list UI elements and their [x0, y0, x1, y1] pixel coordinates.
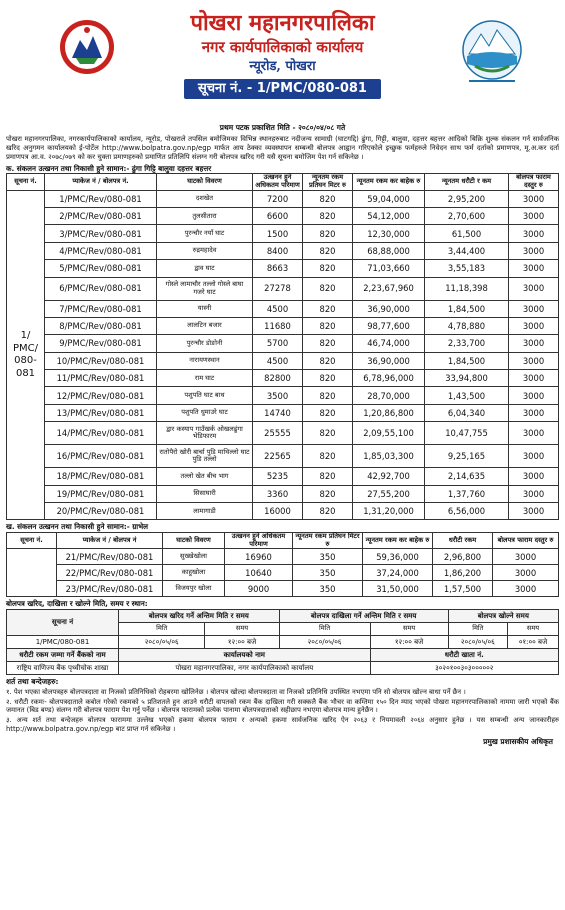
- col-header: न्यूनतम रकम प्रतिघन मिटर रु: [303, 174, 353, 190]
- table-cell: 820: [303, 422, 353, 445]
- table-cell: 11/PMC/Rev/080-081: [45, 370, 157, 387]
- table-row: [7, 468, 559, 485]
- col-header: बोलपत्र खरिद गर्ने अन्तिम मिति र समय: [119, 609, 280, 622]
- col-header: न्यूनतम रकम कर बाहेक रु: [363, 533, 433, 549]
- table-cell: 820: [303, 335, 353, 352]
- table-cell: 3360: [253, 485, 303, 502]
- table-cell: 820: [303, 468, 353, 485]
- table-cell: पशुपति घाट बाथ: [157, 387, 253, 404]
- table-row: [7, 370, 559, 387]
- table-cell: 3000: [509, 485, 559, 502]
- sub-header: मिति: [119, 622, 205, 635]
- intro-paragraph: पोखरा महानगरपालिका, नगरकार्यपालिकाको कार्यालय, न्यूरोड, पोखराले तपसिल बमोजिमका विभिन्न स्थानहरुबाट नदीजन्य सामाग्री (घाटगद्दि) ढुंगा, गिट्टी, बालुवा, दहत्तर बहत्तर आदिको बिक्रि शुल्क संकलन गर्न सार्वजनिक खरिद अनुगमन कार्यालयको ई-पोर्टेल http://www.bolpatra.gov.np/egp मार्फत आय ठेक्का व्यवस्थापन सम्बन्धी बोलपत्र आह्वान गरिएकोले इच्छुक फर्महरुले निवेदन साथ फर्म दर्ताको प्रमाणपत्र, मू.अ.कर दर्ता प्रमाणपत्र आ.व. २०७८/०७९ को कर चुक्ता प्रमाणहरुको प्रमाणित प्रतिलिपि संलग्न गरी बोलपत्र खरिद गरी यसै सूचना बमोजिम पेश गर्न सकिनेछ ।: [6, 134, 559, 161]
- table-cell: 3000: [509, 387, 559, 404]
- table-cell: 11680: [253, 317, 303, 334]
- table-cell: 1/PMC/080-081: [7, 635, 119, 648]
- table-cell: 6,04,340: [425, 404, 509, 421]
- table-cell: पशुपति धुमाउरे घाट: [157, 404, 253, 421]
- table-cell: 25555: [253, 422, 303, 445]
- org-title: पोखरा महानगरपालिका: [190, 10, 375, 36]
- table-cell: 19/PMC/Rev/080-081: [45, 485, 157, 502]
- table-cell: ३०२०१००३०३०००००२: [370, 661, 558, 674]
- table-cell: राष्ट्रिय वाणिज्य बैंक पृथ्वीचोक शाखा: [7, 661, 119, 674]
- col-header: बोलपत्र खोल्ने समय: [448, 609, 558, 622]
- table-cell: 20/PMC/Rev/080-081: [45, 503, 157, 520]
- table-cell: 31,50,000: [363, 581, 433, 597]
- table-cell: 9/PMC/Rev/080-081: [45, 335, 157, 352]
- table-header-row: [7, 609, 559, 622]
- table-cell: 820: [303, 300, 353, 317]
- notice-number: सूचना नं. - 1/PMC/080-081: [184, 79, 381, 99]
- table-cell: 3000: [509, 370, 559, 387]
- section-c-title: बोलपत्र खरिद, दाखिला र खोल्ने मिति, समय र स्थान:: [6, 599, 148, 609]
- table-cell: 1,84,500: [425, 352, 509, 369]
- table-cell: 5700: [253, 335, 303, 352]
- table-cell: 27,55,200: [353, 485, 425, 502]
- table-row: [7, 225, 559, 242]
- table-cell: 28,70,000: [353, 387, 425, 404]
- table-cell: 9,25,165: [425, 445, 509, 468]
- table-cell: 10640: [225, 565, 293, 581]
- table-cell: लामागाडी: [157, 503, 253, 520]
- col-header: कार्यालयको नाम: [119, 648, 371, 661]
- table-cell: 16000: [253, 503, 303, 520]
- table-cell: 13/PMC/Rev/080-081: [45, 404, 157, 421]
- signatory-title: प्रमुख प्रशासकीय अधिकृत: [483, 736, 553, 746]
- table-header-row: [7, 648, 559, 661]
- table-header-row: [7, 174, 559, 190]
- table-cell: 5/PMC/Rev/080-081: [45, 260, 157, 277]
- table-cell: 820: [303, 207, 353, 224]
- table-cell: 22565: [253, 445, 303, 468]
- sub-header: मिति: [279, 622, 370, 635]
- table-row: [7, 661, 559, 674]
- col-header: न्यूनतम रकम कर बाहेक रु: [353, 174, 425, 190]
- table-cell: 2,96,800: [433, 549, 493, 565]
- table-cell: २०८०/०५/०६: [119, 635, 205, 648]
- table-cell: 6/PMC/Rev/080-081: [45, 277, 157, 300]
- table-cell: 820: [303, 190, 353, 207]
- table-cell: सुख्खेखोला: [163, 549, 225, 565]
- table-row: [7, 260, 559, 277]
- col-header: धरौटी खाता नं.: [370, 648, 558, 661]
- table-cell: 3,55,183: [425, 260, 509, 277]
- col-header: प्याकेज नं / बोलपत्र नं.: [45, 174, 157, 190]
- table-cell: 10/PMC/Rev/080-081: [45, 352, 157, 369]
- table-cell: 23/PMC/Rev/080-081: [57, 581, 163, 597]
- table-row: [7, 317, 559, 334]
- table-cell: १२:०० बजे: [205, 635, 279, 648]
- table-cell: 3000: [509, 260, 559, 277]
- table-cell: 3/PMC/Rev/080-081: [45, 225, 157, 242]
- table-cell: 3000: [509, 352, 559, 369]
- table-cell: 2,95,200: [425, 190, 509, 207]
- table-cell: तुलसीतारा: [157, 207, 253, 224]
- col-header: प्याकेज नं / बोलपत्र नं: [57, 533, 163, 549]
- col-header: न्यूनतम रकम प्रतिघन मिटर रु: [293, 533, 363, 549]
- table-cell: 1/ PMC/ 080- 081: [7, 190, 45, 520]
- table-cell: 2,70,600: [425, 207, 509, 224]
- section-a-title: क. संकलन उत्खनन तथा निकासी हुने सामान:- ढुंगा गिट्टि बालुवा दहत्तर बहत्तर: [6, 163, 212, 173]
- table-cell: 820: [303, 404, 353, 421]
- table-cell: राम घाट: [157, 370, 253, 387]
- table-cell: 6,78,96,000: [353, 370, 425, 387]
- table-cell: द्वार कस्याप गाउँखर्क ओखलढुंगा भेडिफारम: [157, 422, 253, 445]
- col-header: सूचना नं.: [7, 533, 57, 549]
- table-cell: काहुखोला: [163, 565, 225, 581]
- table-cell: 3000: [509, 503, 559, 520]
- table-row: [7, 207, 559, 224]
- table-cell: पुरन्चौर डोङोनी: [157, 335, 253, 352]
- table-cell: 350: [293, 549, 363, 565]
- table-cell: 820: [303, 485, 353, 502]
- table-cell: 14/PMC/Rev/080-081: [45, 422, 157, 445]
- table-cell: [7, 549, 57, 597]
- table-cell: 82800: [253, 370, 303, 387]
- terms-list: [6, 688, 559, 734]
- table-cell: 1,86,200: [433, 565, 493, 581]
- table-cell: 2,23,67,960: [353, 277, 425, 300]
- table-cell: 820: [303, 242, 353, 259]
- table-cell: 5235: [253, 468, 303, 485]
- pokhara-metropolitan-logo-icon: [461, 20, 523, 86]
- schedule-table: [6, 609, 559, 675]
- table-cell: पुरन्चौर नयाँ घाट: [157, 225, 253, 242]
- table-cell: 820: [303, 260, 353, 277]
- table-cell: 3000: [509, 207, 559, 224]
- col-header: सूचना नं: [7, 609, 119, 635]
- table-cell: ०१:०० बजे: [508, 635, 559, 648]
- table-cell: 3000: [509, 335, 559, 352]
- table-cell: 1,37,760: [425, 485, 509, 502]
- table-cell: 820: [303, 277, 353, 300]
- col-header: सूचना नं.: [7, 174, 45, 190]
- table-cell: 820: [303, 225, 353, 242]
- table-cell: 14740: [253, 404, 303, 421]
- table-cell: 3500: [253, 387, 303, 404]
- table-cell: 4500: [253, 352, 303, 369]
- table-cell: २०८०/०५/०६: [448, 635, 507, 648]
- table-cell: 820: [303, 445, 353, 468]
- table-cell: 54,12,000: [353, 207, 425, 224]
- table-cell: 3000: [493, 565, 559, 581]
- table-cell: 350: [293, 565, 363, 581]
- table-cell: 3000: [509, 300, 559, 317]
- table-row: [7, 190, 559, 207]
- table-cell: 16/PMC/Rev/080-081: [45, 445, 157, 468]
- section-b-table: [6, 532, 559, 597]
- table-cell: 1,57,500: [433, 581, 493, 597]
- table-row: [7, 387, 559, 404]
- sub-header: मिति: [448, 622, 507, 635]
- table-cell: 36,90,000: [353, 352, 425, 369]
- col-header: न्यूनतम धरौटी र कम: [425, 174, 509, 190]
- table-cell: 12,30,000: [353, 225, 425, 242]
- table-cell: 68,88,000: [353, 242, 425, 259]
- table-cell: 3000: [509, 445, 559, 468]
- table-row: [7, 635, 559, 648]
- col-header: बोलपत्र फाराम दस्तुर रु: [493, 533, 559, 549]
- terms-title: शर्त तथा बन्देजहरु:: [6, 676, 59, 686]
- table-row: [7, 581, 559, 597]
- table-cell: 4,78,880: [425, 317, 509, 334]
- table-row: [7, 404, 559, 421]
- table-cell: 3000: [509, 404, 559, 421]
- table-cell: 6600: [253, 207, 303, 224]
- table-row: [7, 335, 559, 352]
- table-header-row: [7, 533, 559, 549]
- table-cell: 16960: [225, 549, 293, 565]
- table-cell: पोखरा महानगरपालिका, नगर कार्यपालिकाको कार्यालय: [119, 661, 371, 674]
- table-row: [7, 300, 559, 317]
- table-cell: 820: [303, 352, 353, 369]
- table-row: [7, 422, 559, 445]
- table-cell: 1500: [253, 225, 303, 242]
- table-cell: यास्नी: [157, 300, 253, 317]
- table-cell: १२:०० बजे: [370, 635, 448, 648]
- table-cell: 4/PMC/Rev/080-081: [45, 242, 157, 259]
- sub-header: समय: [508, 622, 559, 635]
- table-cell: 820: [303, 503, 353, 520]
- table-row: [7, 277, 559, 300]
- col-header: उत्खनन हुने अधिकतम परिमाण: [225, 533, 293, 549]
- table-cell: 1,84,500: [425, 300, 509, 317]
- table-cell: गोस्ले लामाचौर तल्लो गोस्ले बाघा गजरे घाट: [157, 277, 253, 300]
- table-cell: लालटिन बजार: [157, 317, 253, 334]
- sub-header: समय: [370, 622, 448, 635]
- table-cell: 3000: [509, 277, 559, 300]
- table-cell: 6,56,000: [425, 503, 509, 520]
- table-row: [7, 503, 559, 520]
- table-cell: द्वाव घाट: [157, 260, 253, 277]
- table-cell: सिसाघारी: [157, 485, 253, 502]
- table-cell: 8/PMC/Rev/080-081: [45, 317, 157, 334]
- section-a-table: [6, 173, 559, 520]
- table-cell: 18/PMC/Rev/080-081: [45, 468, 157, 485]
- term-item: १. पेश भएका बोलपत्रहरु बोलपत्रदाता वा निजको प्रतिनिधिको रोहबरमा खोलिनेछ । बोलपत्र खोल्दा बोलपत्रदाता वा निजको प्रतिनिधि उपस्थित नभएमा पनि सो बोलपत्र खोल्न बाधा पर्ने छैन ।: [6, 687, 466, 696]
- table-cell: 7200: [253, 190, 303, 207]
- table-cell: विजयपुर खोला: [163, 581, 225, 597]
- col-header: धरौटी रकम: [433, 533, 493, 549]
- term-item: ३. अन्य शर्त तथा बन्देजहरु बोलपत्र फाराममा उल्लेख भएको हकमा बोलपत्र फाराम र अन्यको हकमा सार्वजनिक खरिद ऐन २०६३ र नियमावली २०६४ अनुसार हुनेछ । यस सम्बन्धी अन्य जानकारीहरु http://www.bolpatra.gov.np/egp बाट प्राप्त गर्न सकिनेछ ।: [6, 716, 559, 734]
- table-cell: 1,85,03,300: [353, 445, 425, 468]
- table-cell: 46,74,000: [353, 335, 425, 352]
- table-cell: दशखेत: [157, 190, 253, 207]
- table-cell: 3000: [493, 581, 559, 597]
- table-row: [7, 352, 559, 369]
- col-header: धरौटी रकम जम्मा गर्ने बैंकको नाम: [7, 648, 119, 661]
- col-header: बोलपत्र फाराम दस्तुर रु: [509, 174, 559, 190]
- table-cell: 59,36,000: [363, 549, 433, 565]
- table-cell: 820: [303, 317, 353, 334]
- col-header: घाटको विवरण: [163, 533, 225, 549]
- table-cell: 59,04,000: [353, 190, 425, 207]
- table-row: [7, 549, 559, 565]
- table-row: [7, 242, 559, 259]
- table-cell: 21/PMC/Rev/080-081: [57, 549, 163, 565]
- table-cell: 61,500: [425, 225, 509, 242]
- table-cell: 2/PMC/Rev/080-081: [45, 207, 157, 224]
- table-cell: 42,92,700: [353, 468, 425, 485]
- table-cell: 71,03,660: [353, 260, 425, 277]
- table-cell: 3,44,400: [425, 242, 509, 259]
- table-cell: 22/PMC/Rev/080-081: [57, 565, 163, 581]
- table-cell: तल्लो खेत बीच भाग: [157, 468, 253, 485]
- table-cell: 1,20,86,800: [353, 404, 425, 421]
- table-cell: 10,47,755: [425, 422, 509, 445]
- col-header: बोलपत्र दाखिला गर्ने अन्तिम मिति र समय: [279, 609, 448, 622]
- table-cell: रुद्रमहादेव: [157, 242, 253, 259]
- table-cell: 2,14,635: [425, 468, 509, 485]
- table-cell: रातोपैरो खोरी बार्चा पुडि माथिल्लो घाट पुडि तल्लो: [157, 445, 253, 468]
- table-cell: 11,18,398: [425, 277, 509, 300]
- table-cell: 3000: [493, 549, 559, 565]
- table-row: [7, 565, 559, 581]
- table-cell: 350: [293, 581, 363, 597]
- table-cell: 1/PMC/Rev/080-081: [45, 190, 157, 207]
- table-cell: २०८०/०५/०६: [279, 635, 370, 648]
- table-cell: 3000: [509, 190, 559, 207]
- table-cell: 8663: [253, 260, 303, 277]
- table-cell: 1,31,20,000: [353, 503, 425, 520]
- table-cell: 36,90,000: [353, 300, 425, 317]
- sub-header: समय: [205, 622, 279, 635]
- table-cell: 7/PMC/Rev/080-081: [45, 300, 157, 317]
- term-item: २. धरौटी रकमः- बोलपत्रदाताले कबोल गरेको रकमको ५ प्रतिशतले हुन आउने धरौटी वापतको रकम बैंक दाखिला गरी सक्कलै बैंक भौचर वा कम्तिमा १५० दिन म्याद भएको पोखरा महानगरपालिकाको नाममा जारी भएको बैंक जमानत (बिड बण्ड) संलग्न गरी बोलपत्र फाराम पेश गर्नु पर्नेछ । बोलपत्र फारामको प्रत्येक पानामा बोलपत्रदाताको सहीछाप नभएमा बोलपत्र मान्य हुनेछैन ।: [6, 697, 559, 715]
- org-address: न्यूरोड, पोखरा: [249, 59, 316, 75]
- nepal-emblem-icon: [58, 18, 116, 76]
- col-header: घाटको विवरण: [157, 174, 253, 190]
- table-row: [7, 485, 559, 502]
- page-header: [6, 10, 559, 122]
- table-cell: 820: [303, 387, 353, 404]
- published-date: प्रथम पटक प्रकाशित मिति - २०८०/०४/०८ गते: [219, 123, 346, 132]
- col-header: उत्खनन हुने अधिकतम परिमाण: [253, 174, 303, 190]
- table-cell: 3000: [509, 242, 559, 259]
- table-cell: 9000: [225, 581, 293, 597]
- org-subtitle: नगर कार्यपालिकाको कार्यालय: [201, 38, 364, 57]
- table-cell: 12/PMC/Rev/080-081: [45, 387, 157, 404]
- table-cell: नारायणस्थान: [157, 352, 253, 369]
- table-cell: 37,24,000: [363, 565, 433, 581]
- table-cell: 4500: [253, 300, 303, 317]
- table-cell: 8400: [253, 242, 303, 259]
- table-cell: 3000: [509, 225, 559, 242]
- table-cell: 33,94,800: [425, 370, 509, 387]
- table-cell: 1,43,500: [425, 387, 509, 404]
- table-cell: 2,09,55,100: [353, 422, 425, 445]
- table-cell: 98,77,600: [353, 317, 425, 334]
- table-cell: 27278: [253, 277, 303, 300]
- table-cell: 2,33,700: [425, 335, 509, 352]
- table-cell: 3000: [509, 317, 559, 334]
- table-row: [7, 445, 559, 468]
- table-cell: 3000: [509, 468, 559, 485]
- section-b-title: ख. संकलन उत्खनन तथा निकासी हुने सामान:- ग्राभेल: [6, 522, 149, 532]
- table-cell: 3000: [509, 422, 559, 445]
- table-cell: 820: [303, 370, 353, 387]
